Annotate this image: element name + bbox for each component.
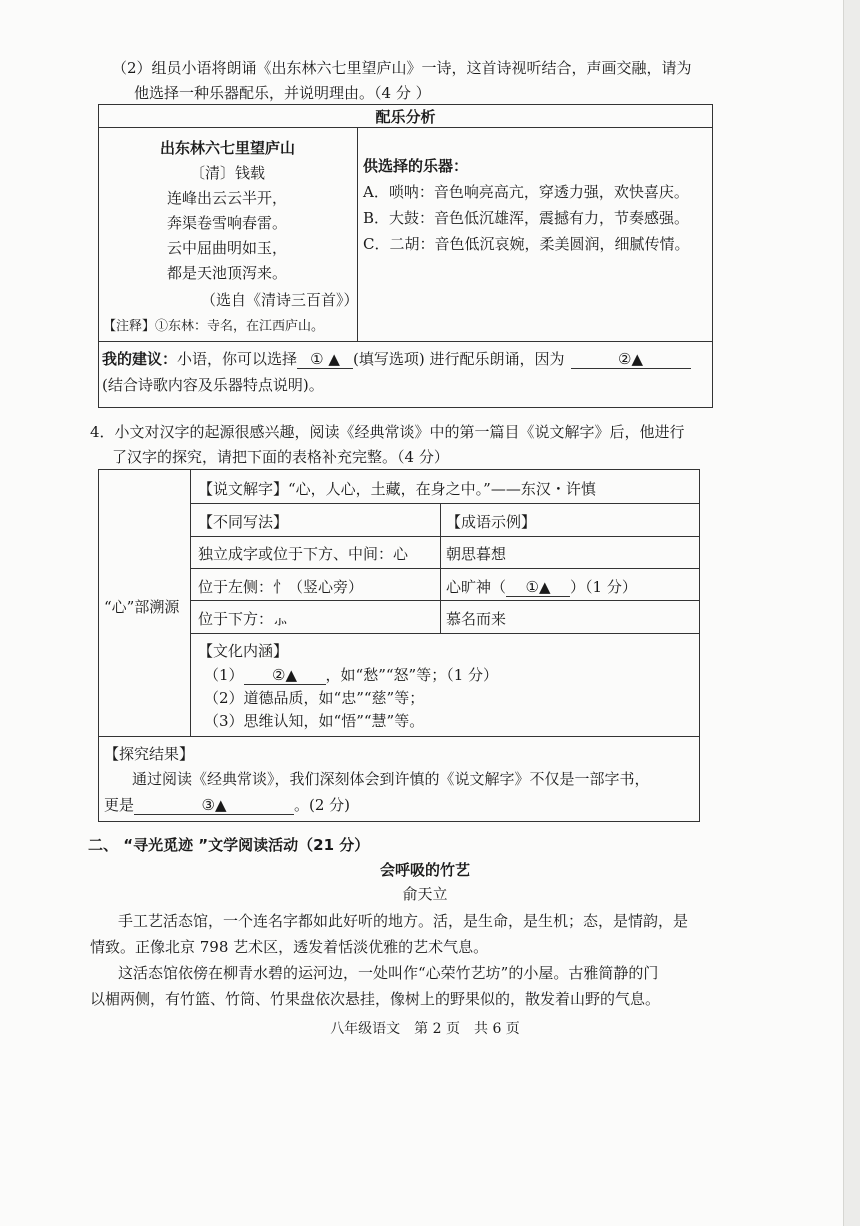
idiom-text: 心旷神（ [446,578,507,596]
poem-note [103,315,324,334]
answer-blank-1[interactable]: ① ▲ [297,350,353,369]
q4-prompt-line2: 了汉字的探究，请把下面的表格补充完整。（4 分） [112,448,449,466]
note-label: 【注释】 [103,319,156,334]
poem-line: 云中屈曲明如玉， [167,239,288,257]
culture-item-1 [204,664,498,685]
result-line1: 通过阅读《经典常谈》，我们深刻体会到许慎的《说文解字》不仅是一部字书， [132,770,650,788]
instrument-option-b: B．大鼓：音色低沉雄浑，震撼有力，节奏感强。 [363,209,690,227]
culture-text: ，如“愁”“怒”等；（1 分） [325,666,499,684]
note-text: ①东林：寺名，在江西庐山。 [155,319,325,334]
idiom-row-1: 朝思暮想 [446,545,507,563]
result-header: 【探究结果】 [104,745,195,763]
q4-prompt-line1: 4．小文对汉字的起源很感兴趣，阅读《经典常谈》中的第一篇目《说文解字》后，他进行 [90,423,685,441]
q3-2-prompt-line1: （2）组员小语将朗诵《出东林六七里望庐山》一诗，这首诗视听结合，声画交融，请为 [112,59,692,77]
culture-item-3: （3）思维认知，如“悟”“慧”等。 [204,712,425,730]
answer-blank-result[interactable]: ③▲ [134,796,294,815]
suggestion-text: 小语，你可以选择 [177,350,298,368]
idioms-header: 【成语示例】 [446,513,537,531]
result-line2 [104,794,350,815]
instrument-option-c: C．二胡：音色低沉哀婉，柔美圆润，细腻传情。 [363,235,690,253]
article-p2-line1: 这活态馆依傍在柳青水碧的运河边，一处叫作“心荣竹艺坊”的小屋。古雅简静的门 [118,964,659,982]
idiom-row-3: 慕名而来 [446,610,507,628]
result-text: 。(2 分) [294,796,351,814]
idiom-text: ）（1 分） [570,578,637,596]
music-analysis-header: 配乐分析 [375,108,436,126]
section2-heading: 二、 “寻光觅迹 ”文学阅读活动（21 分） [88,836,370,854]
form-row-2: 位于左侧：忄（竖心旁） [198,578,364,596]
suggestion-line1 [102,348,691,369]
article-p2-line2: 以楣两侧，有竹篮、竹筒、竹果盘依次悬挂，像树上的野果似的，散发着山野的气息。 [90,990,661,1008]
article-p1-line1: 手工艺活态馆，一个连名字都如此好听的地方。活，是生命，是生机；态，是情韵，是 [118,912,689,930]
culture-header: 【文化内涵】 [198,642,289,660]
suggestion-label: 我的建议： [102,350,178,368]
scan-edge [843,0,860,1226]
shuowen-quote: 【说文解字】“心，人心，土藏，在身之中。”——东汉・许慎 [198,480,596,498]
suggestion-line2: (结合诗歌内容及乐器特点说明)。 [102,376,324,394]
culture-item-2: （2）道德品质，如“忠”“慈”等； [204,689,425,707]
instrument-option-a: A．唢呐：音色响亮高亢，穿透力强，欢快喜庆。 [363,183,689,201]
poem-line: 奔渠卷雪响春雷。 [167,214,288,232]
article-author: 俞天立 [402,885,448,903]
poem-line: 连峰出云云半开， [167,189,288,207]
poem-source: （选自《清诗三百首》） [201,291,359,309]
result-text: 更是 [104,796,135,814]
article-p1-line2: 情致。正像北京 798 艺术区，透发着恬淡优雅的艺术气息。 [90,938,489,956]
culture-text: （1） [204,666,244,684]
instruments-label: 供选择的乐器： [363,157,469,175]
article-title: 会呼吸的竹艺 [379,861,470,879]
answer-blank-2[interactable]: ②▲ [571,350,691,369]
poem-title: 出东林六七里望庐山 [159,139,295,157]
q3-2-prompt-line2: 他选择一种乐器配乐，并说明理由。（4 分 ） [134,84,431,102]
form-row-1: 独立成字或位于下方、中间：心 [198,545,409,563]
form-row-3: 位于下方：⺗ [198,610,289,628]
page-footer: 八年级语文 第 2 页 共 6 页 [330,1021,520,1037]
answer-blank-culture[interactable]: ②▲ [244,666,326,685]
idiom-row-2 [446,576,637,597]
poem-author: 〔清〕钱载 [189,164,265,182]
xin-radical-label: “心”部溯源 [104,598,180,616]
answer-blank-idiom[interactable]: ①▲ [506,578,570,597]
forms-header: 【不同写法】 [198,513,289,531]
suggestion-text: (填写选项) 进行配乐朗诵，因为 [353,350,565,368]
poem-line: 都是天池顶泻来。 [167,264,288,282]
